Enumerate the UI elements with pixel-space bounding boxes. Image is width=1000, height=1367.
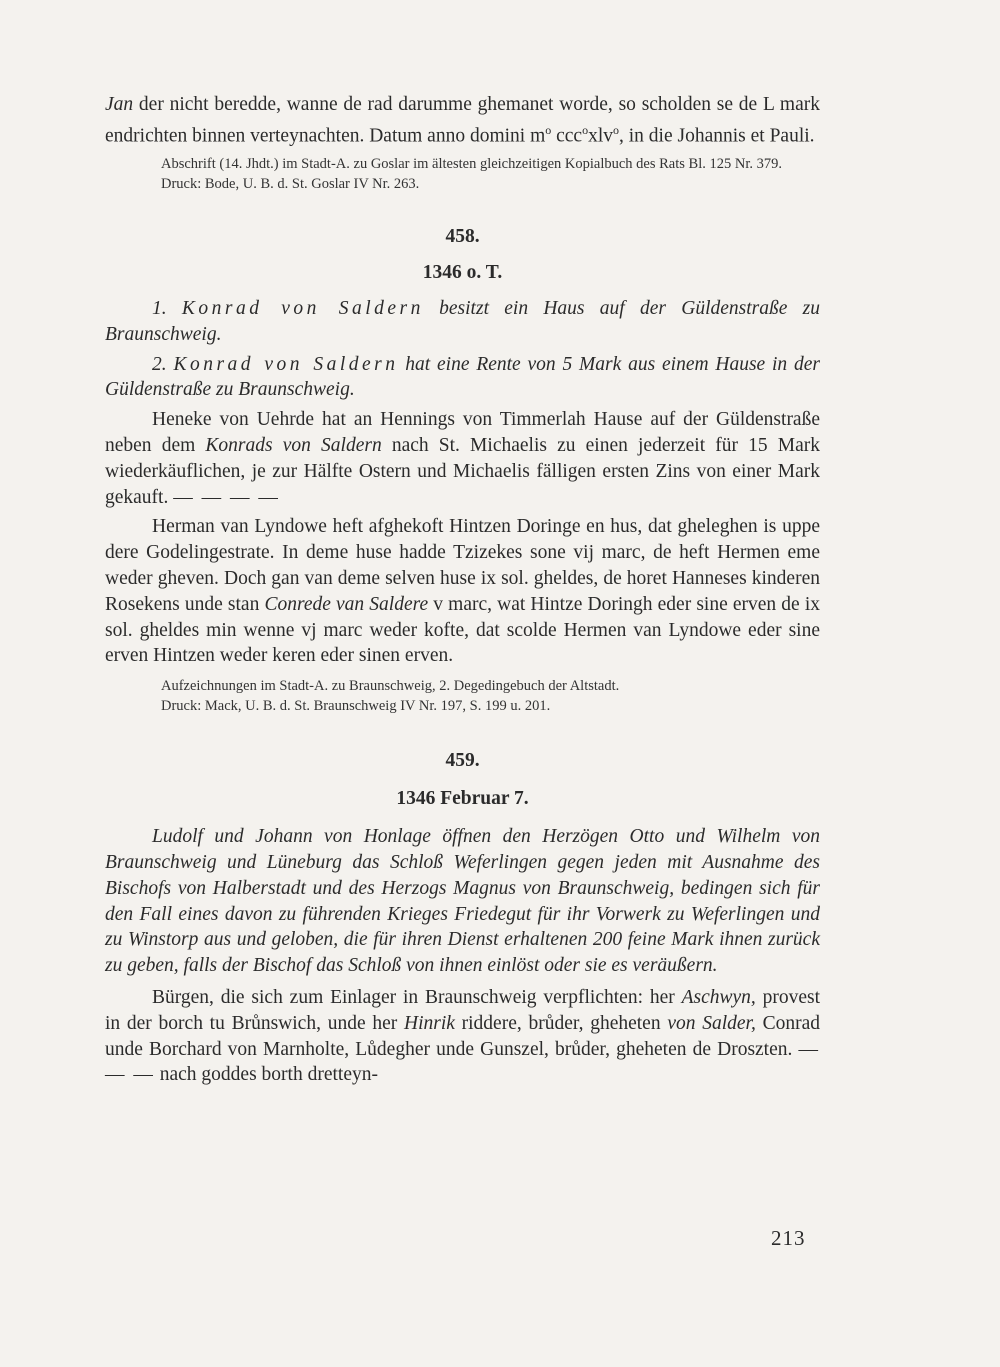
body-name-italic: von Salder, [667, 1012, 756, 1034]
intro-text: , in die Johannis et Pauli. [619, 125, 815, 147]
omission-dashes: — — — [105, 1038, 820, 1086]
document-number: 458. [445, 226, 480, 248]
regest-text: hat eine Rente von 5 Mark aus einem Hause in der Güldenstraße zu Braunschweig. [105, 353, 820, 401]
print-note: Druck: Mack, U. B. d. St. Braunschweig IV Nr. 197, S. 199 u. 201. [161, 697, 551, 714]
body-name-italic: Conrede van Saldere [264, 593, 429, 615]
text-column [105, 92, 820, 1088]
intro-text: xlv [588, 125, 614, 147]
body-text: nach St. Michaelis zu einen jederzeit für 15 Mark wiederkäuflichen, je zur Hälfte Ostern und Michaelis fälligen ersten Zins von einer Mark gekauft. [105, 435, 821, 508]
regest-text: 1. [152, 298, 182, 320]
body-text: provest in der borch tu Brůnswich, unde her [105, 987, 821, 1034]
body-text: Conrad unde Borchard von Marnholte, Lůdegher unde Gunszel, brůder, gheheten de Droszten. [105, 1012, 821, 1060]
regest-1 [105, 296, 820, 348]
body-text: v marc, wat Hintze Doringh eder sine erven de ix sol. gheldes min wenne vj marc weder kofte, dat scolde Hermen van Lyndowe eder sine erven Hintzen weder keren eder sinen erven. [105, 593, 820, 667]
intro-text: der nicht beredde, wanne de rad darumme ghemanet worde, so scholden se de L mark endrichten binnen verteynachten. Datum anno domini m [105, 94, 820, 147]
body-name-italic: Konrads von Saldern [205, 435, 382, 457]
regest-name-spaced: Konrad von Saldern [173, 353, 399, 375]
document-number: 459. [445, 750, 480, 772]
print-note: Druck: Bode, U. B. d. St. Goslar IV Nr. 263. [161, 175, 420, 192]
omission-dashes: — — — — [173, 486, 280, 508]
regest-name-spaced: Konrad von Saldern [181, 298, 424, 320]
regest-text: 2. [152, 353, 174, 375]
intro-text: ccc [551, 125, 583, 147]
body-name-italic: Aschwyn, [681, 987, 756, 1009]
body-paragraph [105, 407, 820, 510]
regest: Ludolf und Johann von Honlage öffnen den Herzögen Otto und Wilhelm von Braunschweig und Lüneburg das Schloß Weferlingen gegen jeden mit Ausnahme des Bischofs von Halberstadt und des Herzogs Magnus von Braunschweig, bedingen sich für den Fall eines davon zu führenden Krieges Friedegut für ihr Vorwerk zu Weferlingen und zu Winstorp aus und geloben, die für ihren Dienst erhaltenen 200 feine Mark ihnen zurück zu geben, falls der Bischof das Schloß von ihnen einlöst oder sie es veräußern. [105, 826, 820, 977]
body-paragraph [105, 514, 820, 669]
superscript: o [545, 122, 552, 137]
intro-paragraph [105, 92, 820, 149]
superscript: o [582, 122, 589, 137]
source-note: Aufzeichnungen im Stadt-A. zu Braunschweig, 2. Degedingebuch der Altstadt. [161, 678, 620, 695]
body-name-italic: Hinrik [403, 1012, 455, 1034]
body-text: riddere, brůder, gheheten [454, 1012, 668, 1034]
intro-name-italic: Jan [105, 94, 134, 115]
document-date: 1346 Februar 7. [396, 788, 529, 810]
regest-2 [105, 352, 820, 404]
body-text: Bürgen, die sich zum Einlager in Braunschweig verpflichten: her [152, 987, 682, 1009]
body-text: Herman van Lyndowe heft afghekoft Hintzen Doringe en hus, dat gheleghen is uppe dere Godelingestrate. In deme huse hadde Tzizekes sone vij marc, de heft Hermen eme weder gheven. Doch gan van deme selven huse ix sol. gheldes, de horet Hanneses kinderen Rosekens unde stan [105, 516, 820, 615]
body-paragraph [105, 985, 820, 1088]
body-text: Heneke von Uehrde hat an Hennings von Timmerlah Hause auf der Güldenstraße neben dem [105, 409, 820, 457]
page-number: 213 [771, 1226, 806, 1250]
document-date: 1346 o. T. [422, 262, 503, 284]
regest-text: besitzt ein Haus auf der Güldenstraße zu Braunschweig. [105, 298, 821, 345]
superscript: o [613, 122, 620, 137]
body-text: nach goddes borth dretteyn- [154, 1064, 378, 1086]
source-note: Abschrift (14. Jhdt.) im Stadt-A. zu Goslar im ältesten gleichzeitigen Kopialbuch des Rats Bl. 125 Nr. 379. [161, 156, 782, 173]
